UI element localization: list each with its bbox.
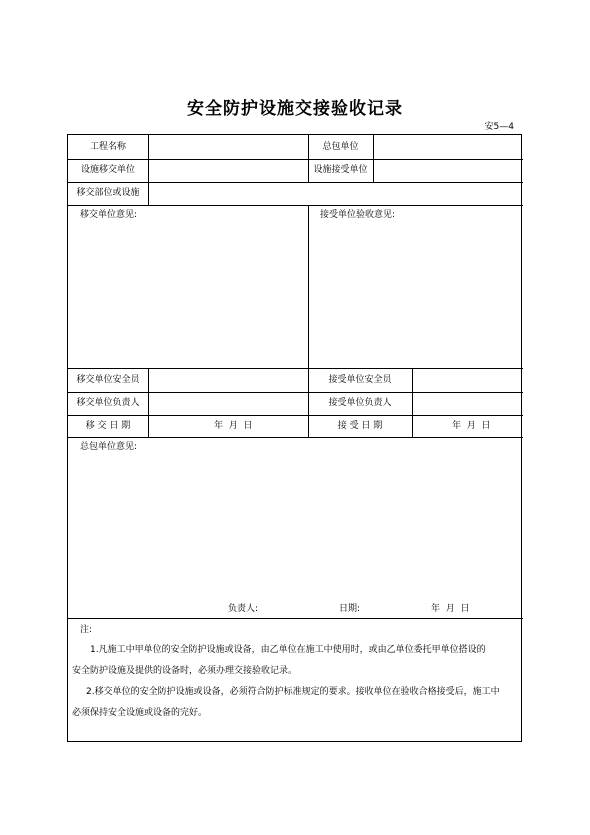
row-divider — [68, 182, 523, 183]
row-divider — [68, 159, 523, 160]
form-code: 安5—4 — [484, 122, 514, 132]
receiving-opinion-label: 接受单位验收意见: — [320, 210, 396, 220]
handover-part-label: 移交部位或设施 — [76, 188, 140, 198]
gc-date-label: 日期: — [339, 604, 361, 614]
receiving-person-in-charge-label: 接受单位负责人 — [328, 398, 392, 408]
row-divider — [68, 415, 523, 416]
row-divider — [68, 368, 523, 369]
notes-heading: 注: — [80, 625, 93, 635]
receiving-date-field[interactable]: 年 月 日 — [452, 421, 491, 431]
project-name-label: 工程名称 — [89, 142, 126, 152]
handover-opinion-label: 移交单位意见: — [80, 210, 138, 220]
gc-date-field[interactable]: 年 月 日 — [431, 604, 470, 614]
column-divider — [373, 135, 374, 182]
note-line-4: 必须保持安全设施或设备的完好。 — [72, 708, 208, 718]
gc-opinion-label: 总包单位意见: — [80, 442, 138, 452]
handover-record-form — [67, 134, 522, 742]
column-divider — [308, 205, 309, 368]
row-divider — [68, 205, 523, 206]
handover-date-label: 移 交 日 期 — [85, 421, 131, 431]
row-divider — [68, 437, 523, 438]
column-divider — [148, 135, 149, 205]
general-contractor-label: 总包单位 — [322, 142, 359, 152]
handover-person-in-charge-label: 移交单位负责人 — [76, 398, 140, 408]
receiving-date-label: 接 受 日 期 — [337, 421, 383, 431]
column-divider — [148, 368, 149, 437]
note-line-1: 1.凡施工中甲单位的安全防护设施或设备，由乙单位在施工中使用时，或由乙单位委托甲单位搭设的 — [90, 645, 486, 655]
note-line-2: 安全防护设施及提供的设备时，必须办理交接验收记录。 — [72, 666, 298, 676]
column-divider — [412, 368, 413, 437]
receiving-unit-label: 设施接受单位 — [313, 165, 368, 175]
handover-unit-label: 设施移交单位 — [80, 165, 135, 175]
handover-safety-officer-label: 移交单位安全员 — [76, 375, 140, 385]
gc-person-in-charge-label: 负责人: — [228, 604, 259, 614]
handover-date-field[interactable]: 年 月 日 — [214, 421, 253, 431]
receiving-safety-officer-label: 接受单位安全员 — [328, 375, 392, 385]
note-line-3: 2.移交单位的安全防护设施或设备，必须符合防护标准规定的要求。接收单位在验收合格接受后，施工中 — [86, 687, 500, 697]
row-divider — [68, 392, 523, 393]
page-title: 安全防护设施交接验收记录 — [187, 99, 403, 119]
row-divider — [68, 618, 523, 619]
